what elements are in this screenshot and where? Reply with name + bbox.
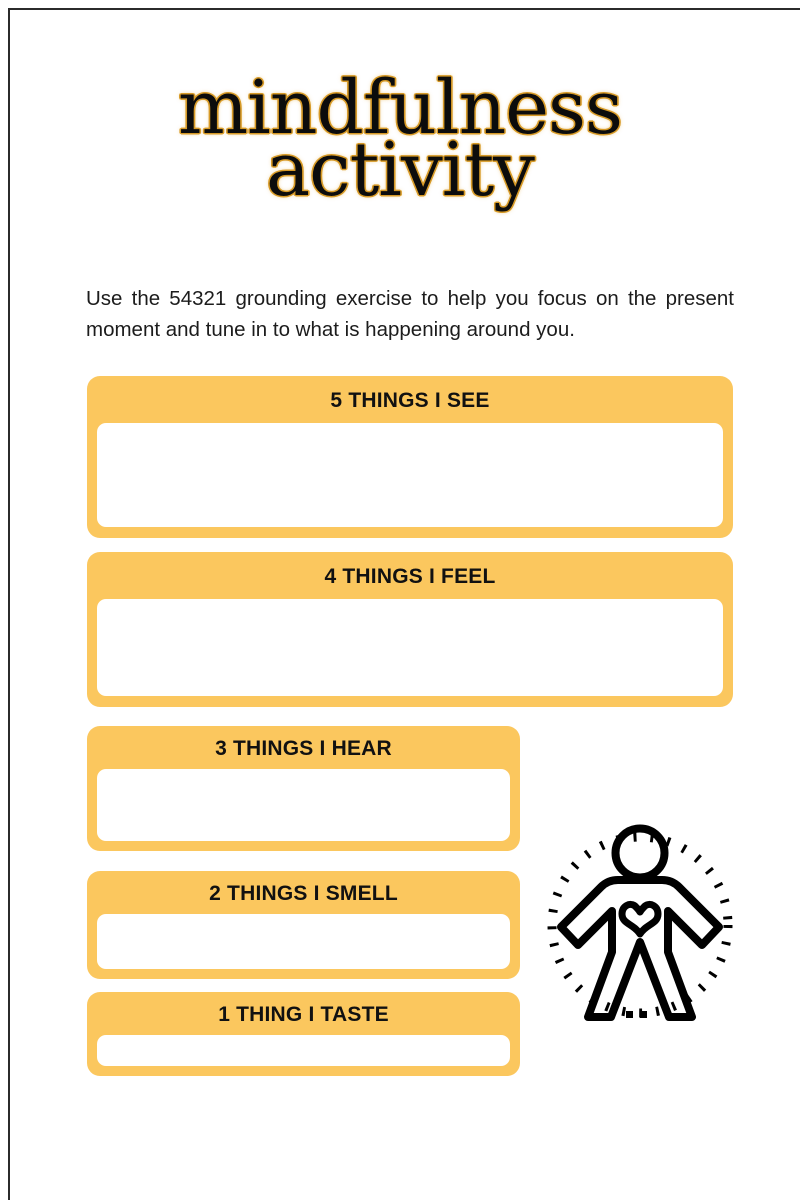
- writing-area-taste[interactable]: [97, 1035, 510, 1066]
- figure-body: [561, 880, 719, 1017]
- prompt-heading-feel: 4 THINGS I FEEL: [324, 565, 496, 588]
- prompt-heading-taste: 1 THING I TASTE: [218, 1003, 389, 1026]
- intro-paragraph: Use the 54321 grounding exercise to help you focus on the present moment and tune in to what is happening around you.: [86, 286, 734, 341]
- prompt-box-see: [87, 376, 733, 538]
- prompt-heading-smell: 2 THINGS I SMELL: [209, 882, 398, 905]
- prompt-heading-hear: 3 THINGS I HEAR: [215, 737, 392, 760]
- figure-foot-dot-left: [626, 1011, 633, 1018]
- prompt-heading-see: 5 THINGS I SEE: [330, 389, 490, 412]
- prompt-box-smell: [87, 871, 520, 979]
- dotted-aura-ring: [552, 837, 728, 1013]
- page-title: [0, 65, 800, 214]
- mindful-body-svg: [538, 812, 742, 1036]
- page-title-line-2: activity: [266, 127, 534, 214]
- mindful-body-icon: [538, 812, 742, 1036]
- figure-head: [616, 829, 665, 878]
- writing-area-hear[interactable]: [97, 769, 510, 841]
- heart-icon: [622, 904, 658, 934]
- writing-area-feel[interactable]: [97, 599, 723, 696]
- writing-area-smell[interactable]: [97, 914, 510, 969]
- figure-foot-dot-right: [640, 1011, 647, 1018]
- page-title-line-1: mindfulness: [178, 65, 622, 151]
- writing-area-see[interactable]: [97, 423, 723, 527]
- prompt-box-hear: [87, 726, 520, 851]
- page-frame-top-border: [8, 8, 800, 10]
- prompt-box-taste: [87, 992, 520, 1076]
- prompt-box-feel: [87, 552, 733, 707]
